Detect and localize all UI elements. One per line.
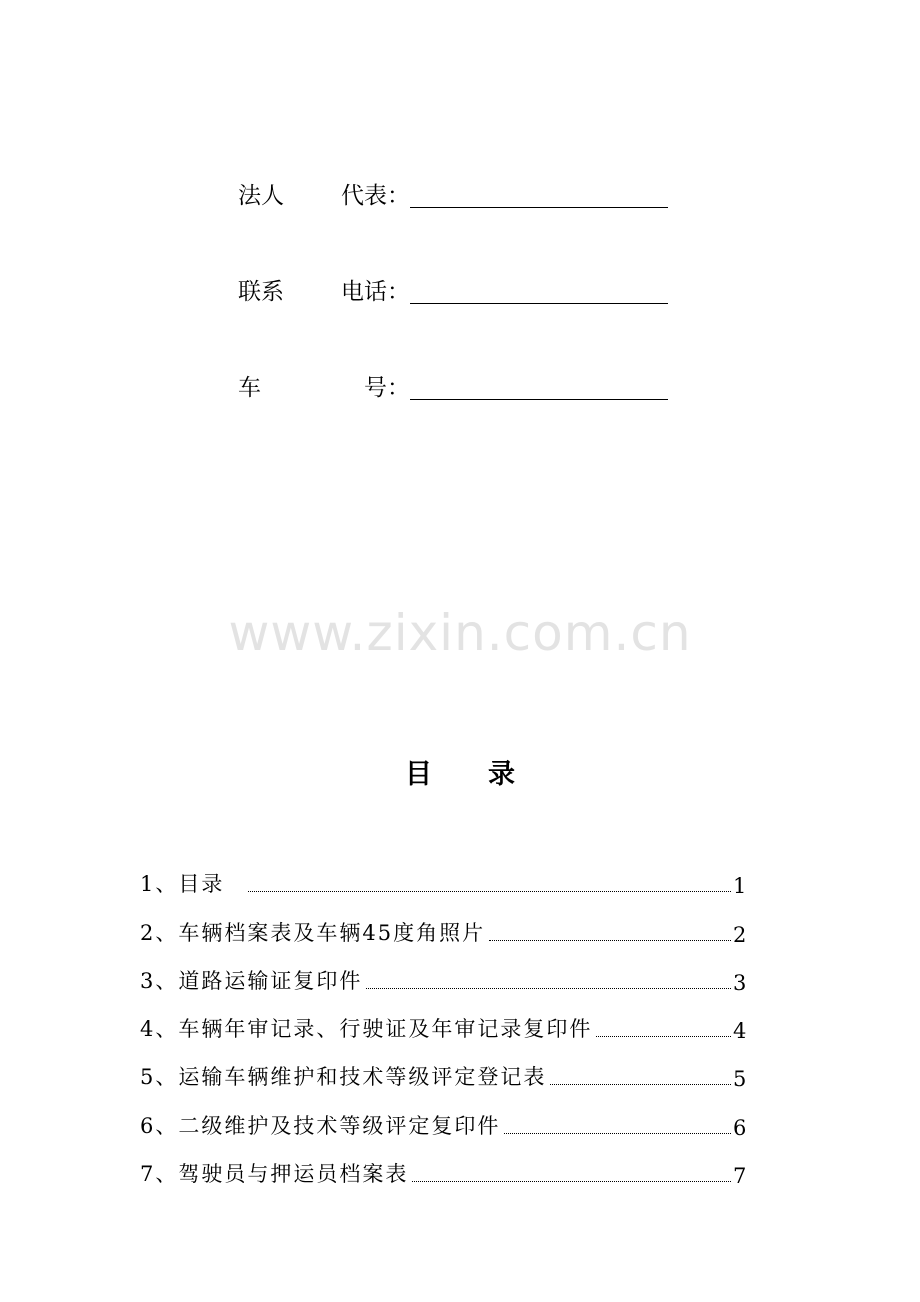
- toc-leader-dots: [550, 1084, 731, 1085]
- toc-title: 目 录: [405, 759, 515, 790]
- contact-phone-line: [410, 303, 668, 304]
- toc-page-number: 1: [733, 874, 747, 899]
- toc-leader-dots: [596, 1036, 731, 1037]
- contact-phone-field: [238, 266, 668, 306]
- vehicle-number-field: [238, 362, 668, 402]
- toc-item[interactable]: 5、 运输车辆维护和技术等级评定登记表 5: [140, 1065, 747, 1092]
- legal-representative-label: 法 人 代 表：: [238, 183, 410, 209]
- toc-leader-dots: [504, 1133, 731, 1134]
- toc-page-number: 6: [733, 1115, 747, 1140]
- toc-item[interactable]: 6、 二级维护及技术等级评定复印件 6: [140, 1113, 747, 1140]
- toc-page-number: 5: [733, 1067, 747, 1092]
- toc-item[interactable]: 1、 目录 1: [140, 872, 747, 899]
- toc-page-number: 3: [733, 970, 747, 995]
- toc-list: [140, 850, 745, 1188]
- toc-item[interactable]: 3、 道路运输证复印件 3: [140, 968, 747, 995]
- toc-leader-dots: [489, 940, 731, 941]
- toc-page-number: 2: [733, 922, 747, 947]
- legal-representative-line: [410, 207, 668, 208]
- toc-item[interactable]: 7、 驾驶员与押运员档案表 7: [140, 1162, 747, 1189]
- watermark-text: www.zixin.com.cn: [228, 604, 692, 662]
- contact-phone-label: 联 系 电 话：: [238, 279, 410, 305]
- toc-leader-dots: [366, 988, 731, 989]
- toc-leader-dots: [412, 1181, 731, 1182]
- legal-representative-field: [238, 170, 668, 210]
- toc-leader-dots: [248, 891, 731, 892]
- toc-item[interactable]: 2、 车辆档案表及车辆45度角照片 2: [140, 920, 747, 947]
- toc-page-number: 7: [733, 1164, 747, 1189]
- vehicle-number-line: [410, 399, 668, 400]
- toc-page-number: 4: [733, 1019, 747, 1044]
- toc-item[interactable]: 4、 车辆年审记录、行驶证及年审记录复印件 4: [140, 1017, 747, 1044]
- vehicle-number-label: 车 号：: [238, 375, 410, 401]
